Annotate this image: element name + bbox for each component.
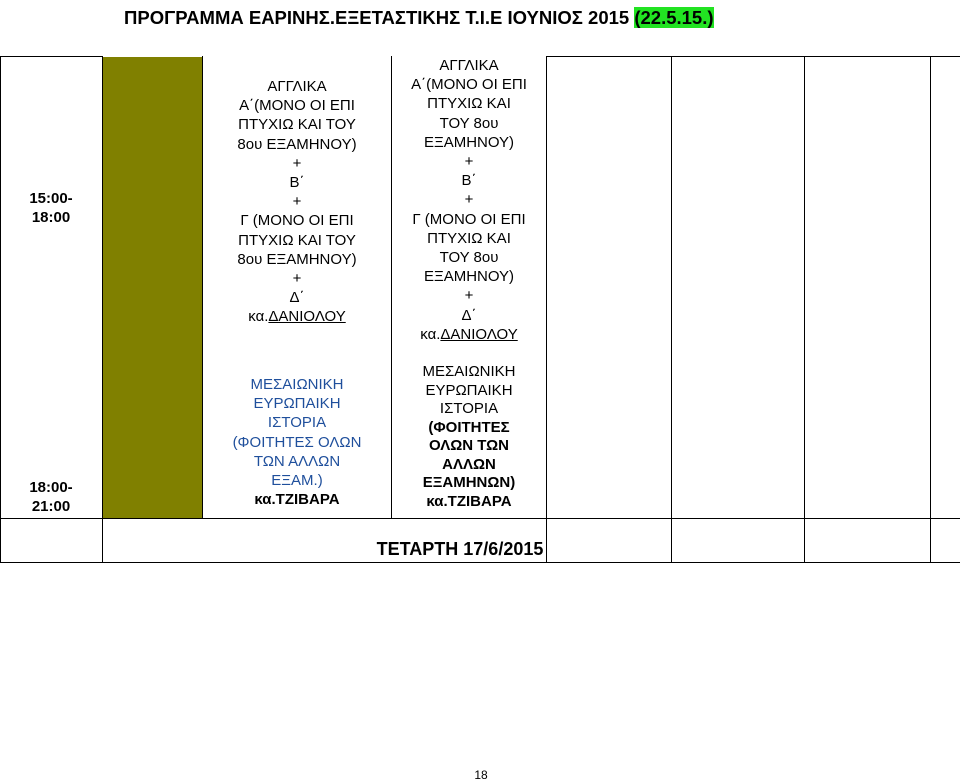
day-header: ΤΕΤΑΡΤΗ 17/6/2015 [376, 539, 544, 559]
grid-line [546, 56, 960, 57]
exam-history-col-a: ΜΕΣΑΙΩΝΙΚΗ ΕΥΡΩΠΑΙΚΗ ΙΣΤΟΡΙΑ (ΦΟΙΤΗΤΕΣ ΟΛΩΝ ΤΩΝ ΑΛΛΩΝ ΕΞΑΜ.) κα.ΤΖΙΒΑΡΑ [232, 376, 362, 509]
exam-english-col-a: ΑΓΓΛΙΚΑ Α΄(ΜΟΝΟ ΟΙ ΕΠΙ ΠΤΥΧΙΩ ΚΑΙ ΤΟΥ 8ου ΕΞΑΜΗΝΟΥ) + Β΄ + Γ (ΜΟΝΟ ΟΙ ΕΠΙ ΠΤΥΧΙΩ ΚΑΙ ΤΟΥ 8ου ΕΞΑΜΗΝΟΥ) + Δ΄ κα.ΔΑΝΙΟΛΟΥ [237, 78, 357, 326]
page-number: 18 [474, 768, 488, 782]
grid-line [671, 56, 672, 562]
time-slot-2: 18:00- 21:00 [29, 479, 73, 515]
grid-line [546, 56, 547, 562]
olive-column [103, 57, 202, 518]
grid-line [0, 562, 960, 563]
grid-line [930, 56, 931, 562]
page-title: ΠΡΟΓΡΑΜΜΑ ΕΑΡΙΝΗΣ.ΕΞΕΤΑΣΤΙΚΗΣ Τ.Ι.Ε ΙΟΥΝΙΟΣ 2015 (22.5.15.) [124, 7, 714, 28]
grid-line [0, 56, 102, 57]
grid-line [0, 518, 960, 519]
exam-history-col-b: ΜΕΣΑΙΩΝΙΚΗ ΕΥΡΩΠΑΙΚΗ ΙΣΤΟΡΙΑ (ΦΟΙΤΗΤΕΣ ΟΛΩΝ ΤΩΝ ΑΛΛΩΝ ΕΞΑΜΗΝΩΝ) κα.ΤΖΙΒΑΡΑ [422, 363, 516, 510]
exam-english-col-b: ΑΓΓΛΙΚΑ Α΄(ΜΟΝΟ ΟΙ ΕΠΙ ΠΤΥΧΙΩ ΚΑΙ ΤΟΥ 8ου ΕΞΑΜΗΝΟΥ) + Β΄ + Γ (ΜΟΝΟ ΟΙ ΕΠΙ ΠΤΥΧΙΩ ΚΑΙ ΤΟΥ 8ου ΕΞΑΜΗΝΟΥ) + Δ΄ κα.ΔΑΝΙΟΛΟΥ [411, 57, 527, 343]
grid-line [804, 56, 805, 562]
time-slot-1: 15:00- 18:00 [29, 190, 73, 226]
grid-line [0, 56, 1, 562]
title-date-highlight: (22.5.15.) [634, 7, 714, 28]
